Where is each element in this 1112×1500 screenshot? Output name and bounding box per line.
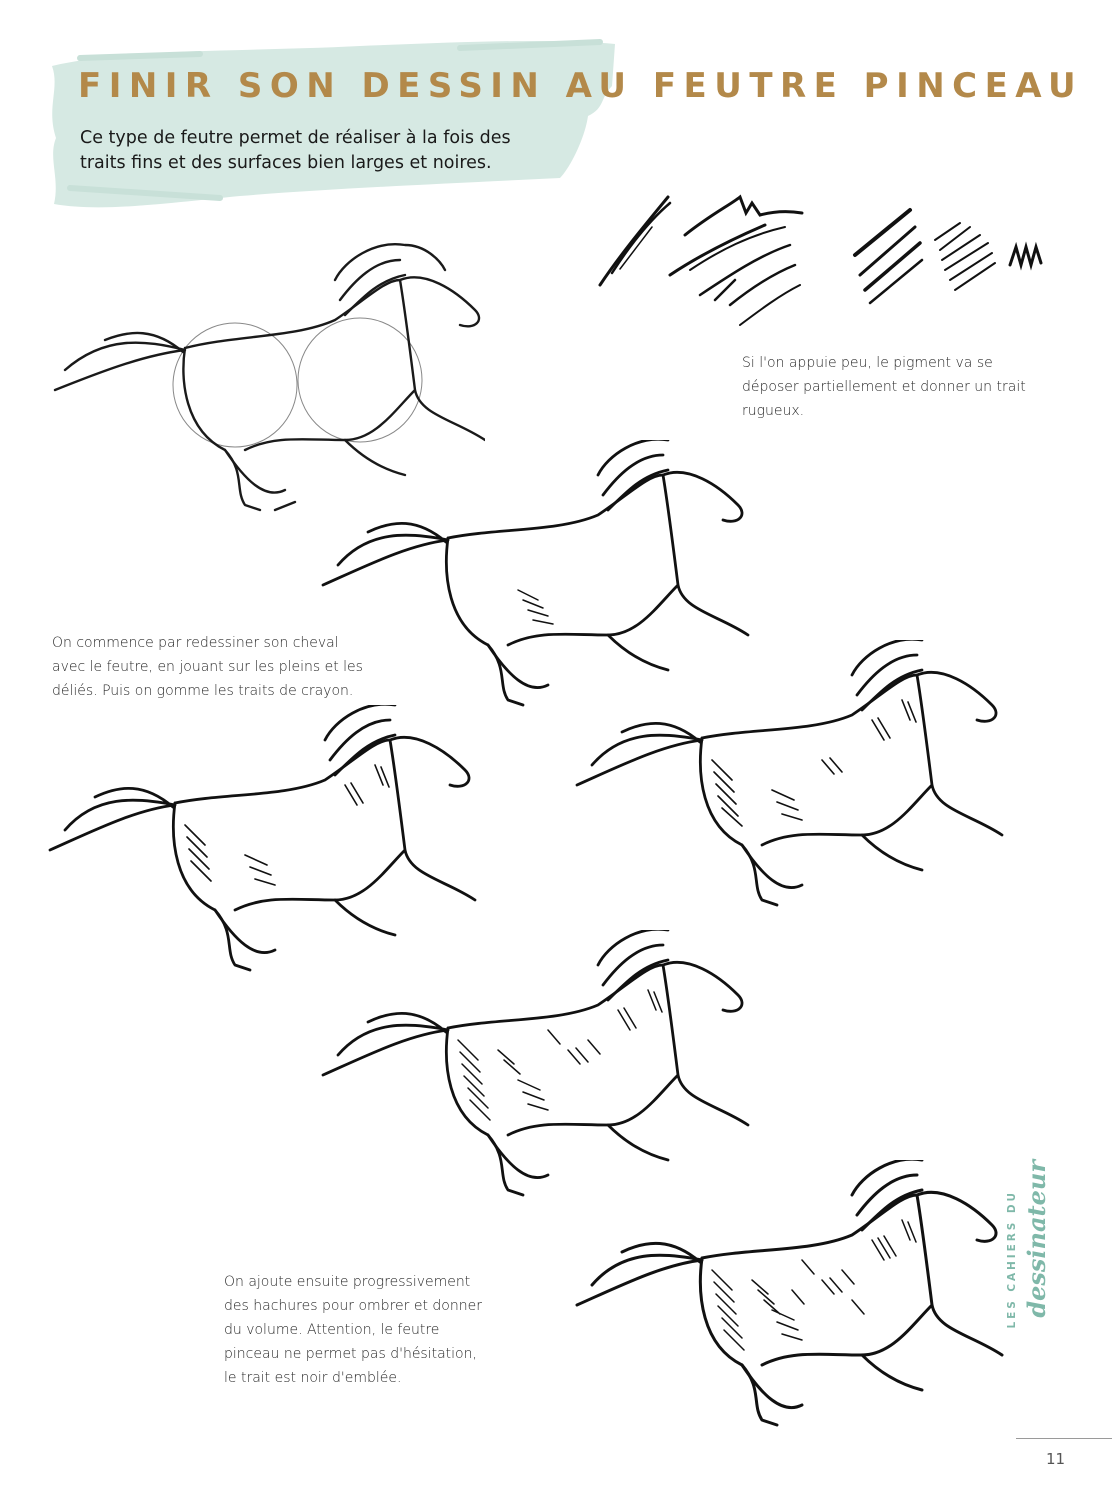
pressure-note: Si l'on appuie peu, le pigment va se déposer partiellement et donner un trait rugueux. [742,355,1026,419]
page-number: 11 [1046,1450,1066,1468]
start-note: On commence par redessiner son cheval avec le feutre, en jouant sur les pleins et les déliés. Puis on gomme les traits de crayon. [52,635,363,699]
page-title: FINIR SON DESSIN AU FEUTRE PINCEAU [78,66,1084,106]
brush-stroke-samples [590,185,1060,335]
footer-rule [1016,1438,1112,1439]
series-logo-script: dessinateur [1022,1160,1051,1318]
intro-text: Ce type de feutre permet de réaliser à la fois des traits fins et des surfaces bien larges et noires. [80,128,511,173]
horse-finished [572,1160,1012,1460]
horse-medium-hatching [572,640,1012,940]
series-logo [998,1160,1050,1430]
series-logo-prefix: LES CAHIERS DU [1006,1190,1018,1329]
hatching-note: On ajoute ensuite progressivement des hachures pour ombrer et donner du volume. Attention, le feutre pinceau ne permet pas d'hésitation, le trait est noir d'emblée. [224,1274,482,1386]
